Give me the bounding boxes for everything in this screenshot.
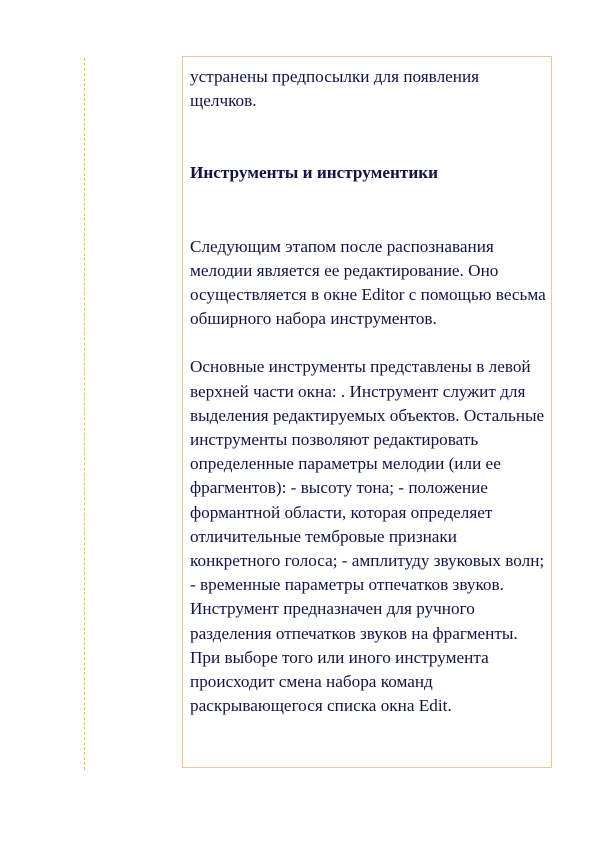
page-margin-line bbox=[84, 58, 85, 770]
paragraph-editing: Следующим этапом после распознавания мелодии является ее редактирование. Оно осуществляется в окне Editor с помощью весьма обширного набора инструментов. bbox=[190, 236, 546, 329]
paragraph-tools: Основные инструменты представлены в левой верхней части окна: . Инструмент служит для выделения редактируемых объектов. Остальные инструменты позволяют редактировать определенные параметры мелодии (или ее фрагментов): - высоту тона; - положение формантной области, которая определяет отличительные тембровые признаки конкретного голоса; - амплитуду звуковых волн; - временные параметры отпечатков звуков. Инструмент предназначен для ручного разделения отпечатков звуков на фрагменты. При выборе того или иного инструмента происходит смена набора команд раскрывающегося списка окна Edit. bbox=[190, 357, 545, 716]
intro-fragment: устранены предпосылки для появления щелчков. bbox=[190, 67, 480, 111]
text-frame bbox=[182, 56, 552, 768]
section-heading: Инструменты и инструментики bbox=[190, 163, 439, 183]
